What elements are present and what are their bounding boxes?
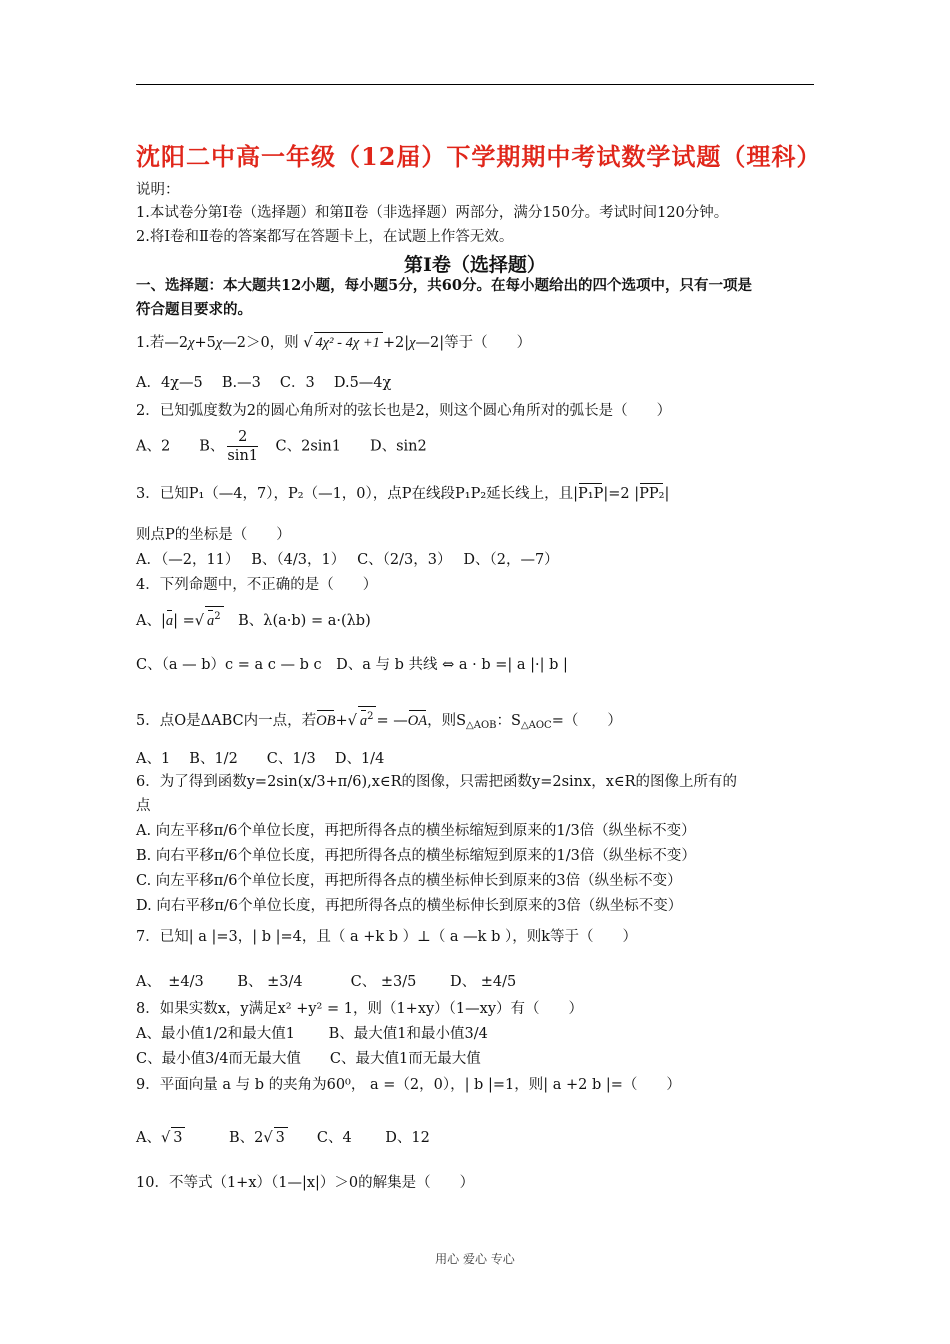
q9-opt-b: B、2 bbox=[185, 1130, 264, 1146]
q5-plus: + bbox=[335, 713, 348, 729]
q5-radicand bbox=[358, 706, 377, 730]
q5-part-c: ，则S bbox=[427, 713, 467, 729]
question-2-stem: 2．已知弧度数为2的圆心角所对的弦长也是2，则这个圆心角所对的弧长是（ ） bbox=[136, 403, 672, 419]
q9-sqrt-sign-b: √ bbox=[263, 1130, 273, 1146]
q5-vector-a: a bbox=[360, 708, 367, 730]
question-6-option-b: B. 向右平移π/6个单位长度，再把所得各点的横坐标缩短到原来的1/3倍（纵坐标不变） bbox=[136, 848, 696, 864]
q4-opt-c: C、（a — b）c = a c — b c bbox=[136, 657, 322, 673]
q2-opt-a: A、2 B、 bbox=[136, 438, 225, 455]
q2-frac-den: sin1 bbox=[227, 448, 259, 464]
q4-opt-a-pre: A、| bbox=[136, 613, 166, 629]
question-6-option-a: A. 向左平移π/6个单位长度，再把所得各点的横坐标缩短到原来的1/3倍（纵坐标不变） bbox=[136, 823, 696, 839]
q9-sqrt-sign-a: √ bbox=[160, 1130, 171, 1146]
q5-part-a: 5．点O是 bbox=[136, 713, 201, 729]
q3-mid: |=2 | bbox=[603, 486, 640, 502]
q1-part-b: +5 bbox=[194, 335, 216, 351]
q5-colon: ：S bbox=[496, 713, 521, 729]
question-1-options: A．4χ—5 B.—3 C．3 D.5—4χ bbox=[136, 375, 392, 391]
q1-part-c: —2＞0，则 bbox=[222, 335, 299, 351]
q3-end: | bbox=[664, 486, 670, 502]
q5-eq: = — bbox=[376, 713, 408, 729]
q4-opt-d: D、a 与 b 共线 ⇔ a · b =| a |·| b | bbox=[321, 657, 568, 673]
q1-var: χ bbox=[188, 335, 195, 351]
q5-sub-aob: △AOB bbox=[466, 720, 497, 731]
q1-var: χ bbox=[215, 335, 223, 351]
q5-vector-oa: OA bbox=[408, 708, 427, 730]
intro-item-2: 2.将Ⅰ卷和Ⅱ卷的答案都写在答题卡上，在试题上作答无效。 bbox=[136, 229, 514, 245]
question-8-options-1: A、最小值1/2和最大值1 B、最大值1和最小值3/4 bbox=[136, 1026, 488, 1042]
q1-part-d: +2| bbox=[382, 335, 410, 351]
question-5-stem bbox=[136, 706, 622, 735]
section-title: 第Ⅰ卷（选择题） bbox=[404, 254, 546, 276]
question-4-options-ab bbox=[136, 606, 371, 630]
intro-label: 说明： bbox=[136, 182, 180, 198]
question-9-stem: 9．平面向量 a 与 b 的夹角为60⁰， a =（2，0），| b |=1，则| a +2 b |=（ ） bbox=[136, 1077, 681, 1093]
q5-sqrt-sign: √ bbox=[347, 713, 357, 729]
q4-radicand bbox=[205, 606, 224, 630]
question-6-option-c: C. 向左平移π/6个单位长度，再把所得各点的横坐标伸长到原来的3倍（纵坐标不变） bbox=[136, 873, 682, 889]
section-desc-line-2: 符合题目要求的。 bbox=[136, 301, 252, 318]
question-3-stem-2: 则点P的坐标是（ ） bbox=[136, 527, 291, 543]
question-2-options bbox=[136, 428, 427, 465]
q3-stem: 3．已知P₁（—4，7），P₂（—1，0），点P在线段P₁P₂延长线上，且| bbox=[136, 486, 579, 502]
question-9-options bbox=[136, 1127, 430, 1147]
q5-vector-ob: OB bbox=[316, 708, 335, 730]
question-4-options-cd bbox=[136, 656, 568, 674]
q4-sqrt-sign: √ bbox=[194, 613, 205, 629]
q3-vector-pp2: PP₂ bbox=[639, 481, 664, 503]
question-10-stem: 10．不等式（1+x）（1—|x|）＞0的解集是（ ） bbox=[136, 1175, 475, 1191]
question-6-option-d: D. 向右平移π/6个单位长度，再把所得各点的横坐标伸长到原来的3倍（纵坐标不变） bbox=[136, 898, 683, 914]
q5-part-b: ABC内一点，若 bbox=[211, 713, 317, 729]
question-3-options: A．（—2，11） B、（4/3，1） C、（2/3，3） D、（2，—7） bbox=[136, 552, 559, 568]
q9-opt-rest: C、4 D、12 bbox=[287, 1130, 430, 1146]
q3-vector-p1p: P₁P bbox=[578, 481, 603, 503]
q9-sqrt3-b: 3 bbox=[274, 1127, 288, 1147]
q1-sqrt-sign: √ bbox=[303, 335, 313, 351]
section-desc-line-1: 一、选择题：本大题共12小题，每小题5分，共60分。在每小题给出的四个选项中，只有一项是 bbox=[136, 277, 752, 294]
q5-triangle: Δ bbox=[200, 713, 212, 729]
question-7-options: A、 ±4/3 B、 ±3/4 C、 ±3/5 D、 ±4/5 bbox=[136, 974, 517, 990]
q4-square: 2 bbox=[214, 611, 221, 622]
question-6-stem: 6．为了得到函数y=2sin(x/3+π/6),x∈R的图像，只需把函数y=2sinx，x∈R的图像上所有的 bbox=[136, 774, 738, 790]
q4-vector-a: a bbox=[166, 608, 173, 630]
q2-opt-rest: C、2sin1 D、sin2 bbox=[261, 438, 427, 455]
q5-square: 2 bbox=[367, 711, 374, 722]
question-3-stem bbox=[136, 481, 669, 503]
q9-sqrt3-a: 3 bbox=[171, 1127, 185, 1147]
q5-sub-aoc: △AOC bbox=[520, 720, 552, 731]
q1-part-a: 1.若—2 bbox=[136, 335, 189, 351]
page-title: 沈阳二中高一年级（12届）下学期期中考试数学试题（理科） bbox=[136, 142, 822, 171]
q4-opt-b: B、λ(a·b) = a·(λb) bbox=[223, 613, 371, 629]
q2-frac-num: 2 bbox=[227, 428, 258, 447]
question-8-stem: 8．如果实数x，y满足x² +y² = 1，则（1+xy）（1—xy）有（ ） bbox=[136, 1001, 584, 1017]
question-1-stem bbox=[136, 332, 531, 352]
q1-part-e: —2|等于（ ） bbox=[415, 335, 532, 351]
question-7-stem: 7．已知| a |=3，| b |=4，且（ a +k b ）⊥（ a —k b ），则k等于（ ） bbox=[136, 929, 637, 945]
page-footer: 用心 爱心 专心 bbox=[435, 1252, 515, 1266]
q2-fraction bbox=[227, 428, 258, 465]
q4-opt-a-mid: | = bbox=[173, 613, 195, 629]
q4-vector-a: a bbox=[207, 608, 214, 630]
header-rule bbox=[136, 84, 814, 85]
q5-end: =（ ） bbox=[551, 713, 622, 729]
question-5-options: A、1 B、1/2 C、1/3 D、1/4 bbox=[136, 751, 385, 767]
q1-var: χ bbox=[409, 335, 416, 351]
intro-item-1: 1.本试卷分第Ⅰ卷（选择题）和第Ⅱ卷（非选择题）两部分，满分150分。考试时间120分钟。 bbox=[136, 205, 729, 221]
question-6-stem-2: 点 bbox=[136, 798, 151, 814]
q1-radicand: 4χ² - 4χ +1 bbox=[314, 332, 383, 352]
question-8-options-2: C、最小值3/4而无最大值 C、最大值1而无最大值 bbox=[136, 1051, 481, 1067]
question-4-stem: 4．下列命题中，不正确的是（ ） bbox=[136, 577, 378, 593]
q9-opt-a: A、 bbox=[136, 1130, 161, 1146]
